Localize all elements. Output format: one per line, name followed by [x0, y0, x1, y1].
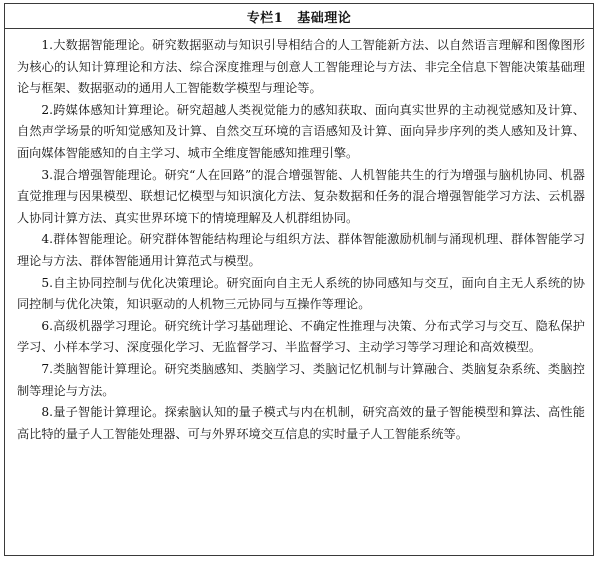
list-item-5: 5.自主协同控制与优化决策理论。研究面向自主无人系统的协同感知与交互，面向自主无人系统的协同控制与优化决策，知识驱动的人机物三元协同与互操作等理论。 [17, 275, 585, 312]
box-header [5, 4, 593, 29]
sidebar-box [4, 3, 594, 556]
list-item-3: 3.混合增强智能理论。研究“人在回路”的混合增强智能、人机智能共生的行为增强与脑机协同、机器直觉推理与因果模型、联想记忆模型与知识演化方法、复杂数据和任务的混合增强智能学习方法、云机器人协同计算方法、真实世界环境下的情境理解及人机群组协同。 [17, 167, 585, 225]
list-item-7: 7.类脑智能计算理论。研究类脑感知、类脑学习、类脑记忆机制与计算融合、类脑复杂系统、类脑控制等理论与方法。 [17, 361, 585, 398]
box-label: 专栏1 [246, 10, 284, 26]
list-item-1: 1.大数据智能理论。研究数据驱动与知识引导相结合的人工智能新方法、以自然语言理解和图像图形为核心的认知计算理论和方法、综合深度推理与创意人工智能理论与方法、非完全信息下智能决策基础理论与框架、数据驱动的通用人工智能数学模型与理论等。 [17, 38, 585, 96]
box-title: 基础理论 [297, 10, 352, 26]
box-content [5, 29, 593, 445]
list-item-2: 2.跨媒体感知计算理论。研究超越人类视觉能力的感知获取、面向真实世界的主动视觉感知及计算、自然声学场景的听知觉感知及计算、自然交互环境的言语感知及计算、面向异步序列的类人感知及计算、面向媒体智能感知的自主学习、城市全维度智能感知推理引擎。 [17, 102, 585, 160]
list-item-8: 8.量子智能计算理论。探索脑认知的量子模式与内在机制，研究高效的量子智能模型和算法、高性能高比特的量子人工智能处理器、可与外界环境交互信息的实时量子人工智能系统等。 [17, 405, 585, 441]
list-item-4: 4.群体智能理论。研究群体智能结构理论与组织方法、群体智能激励机制与涌现机理、群体智能学习理论与方法、群体智能通用计算范式与模型。 [17, 232, 585, 268]
list-item-6: 6.高级机器学习理论。研究统计学习基础理论、不确定性推理与决策、分布式学习与交互、隐私保护学习、小样本学习、深度强化学习、无监督学习、半监督学习、主动学习等学习理论和高效模型。 [17, 318, 585, 355]
